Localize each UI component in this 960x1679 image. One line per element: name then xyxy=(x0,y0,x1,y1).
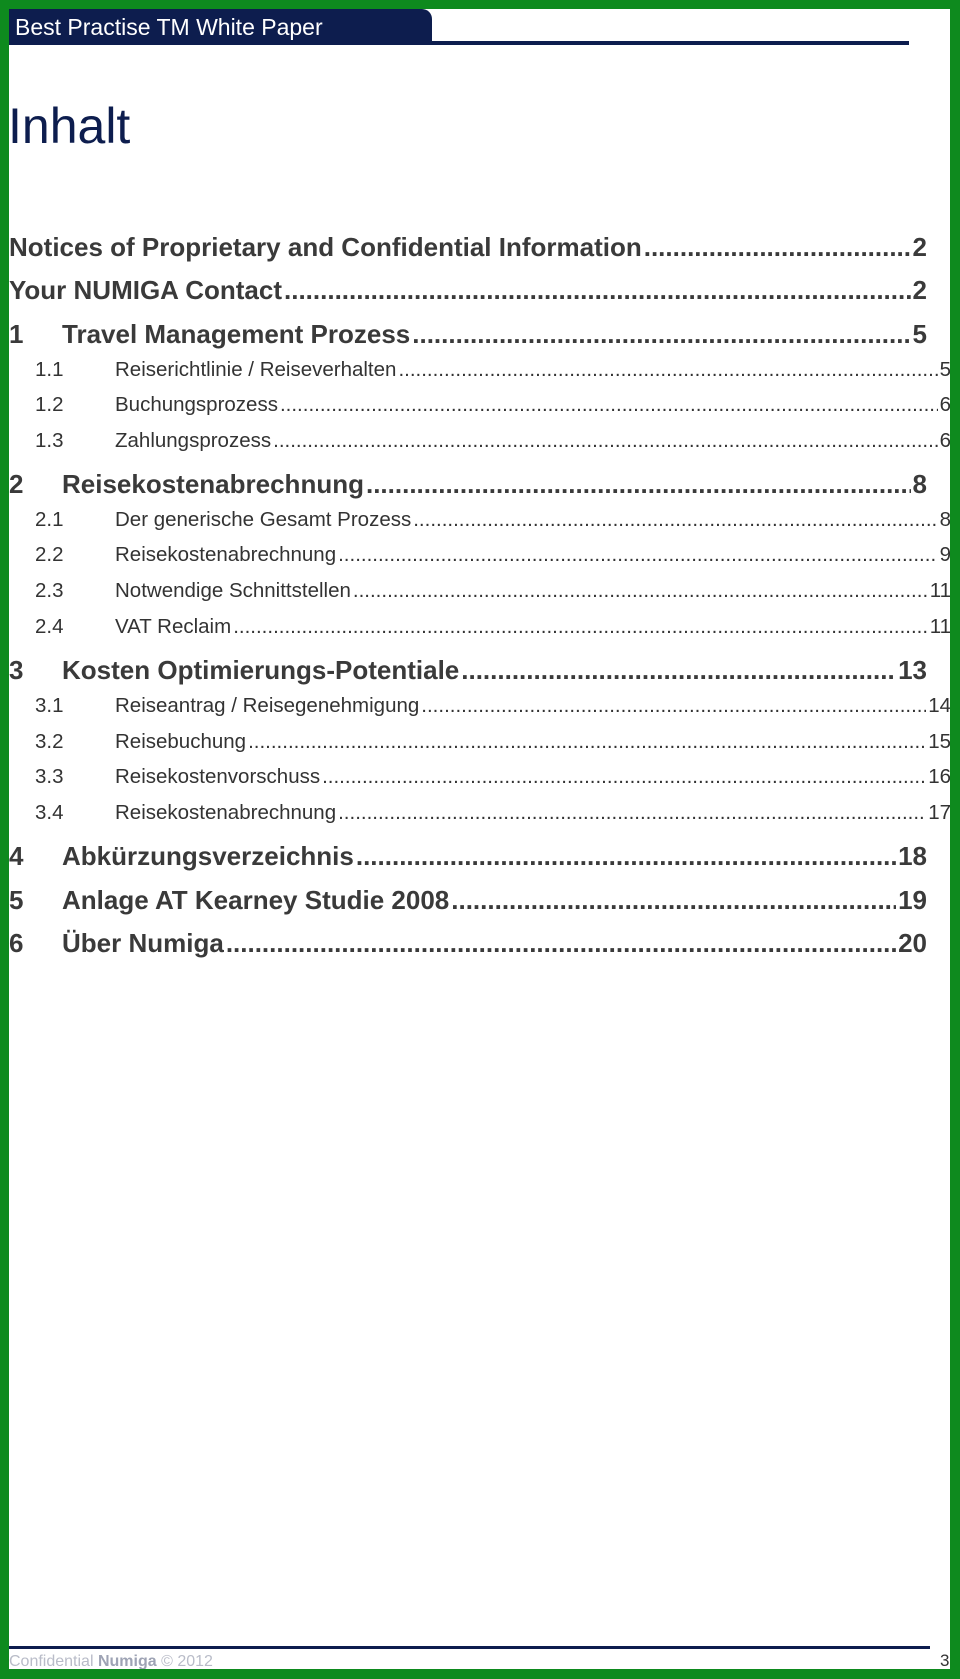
toc-entry-title: Buchungsprozess xyxy=(115,393,278,416)
toc-entry-title: Reiserichtlinie / Reiseverhalten xyxy=(115,358,397,381)
toc-entry-title: Reisekostenvorschuss xyxy=(115,765,321,788)
toc-entry-number: 1 xyxy=(9,319,24,349)
footer-copyright: © 2012 xyxy=(161,1653,213,1670)
toc-dot-leader xyxy=(284,275,911,306)
toc-entry-number: 3 xyxy=(9,655,24,685)
toc-entry-number: 2.4 xyxy=(35,615,64,638)
toc-entry-page: 19 xyxy=(898,885,927,915)
toc-entry-number: 2.2 xyxy=(35,543,64,566)
toc-entry-page: 14 xyxy=(928,694,951,717)
toc-entry-number: 3.2 xyxy=(35,730,64,753)
toc-entry[interactable] xyxy=(9,275,927,306)
toc-entry[interactable] xyxy=(9,469,927,500)
footer-company: Numiga xyxy=(97,1653,157,1670)
toc-entry-title: Zahlungsprozess xyxy=(115,429,272,452)
toc-entry-page: 2 xyxy=(912,232,927,262)
toc-entry-page: 15 xyxy=(928,730,951,753)
toc-entry-page: 8 xyxy=(912,469,927,499)
footer-confidential: Confidential xyxy=(9,1653,94,1670)
toc-entry[interactable] xyxy=(9,655,927,686)
toc-entry-number: 2.3 xyxy=(35,579,64,602)
toc-entry[interactable] xyxy=(9,579,951,603)
toc-dot-leader xyxy=(421,694,926,718)
toc-dot-leader xyxy=(338,543,937,567)
toc-dot-leader xyxy=(248,730,926,754)
document-header-title: Best Practise TM White Paper xyxy=(15,14,323,40)
toc-entry-title: Notwendige Schnittstellen xyxy=(115,579,351,602)
document-header xyxy=(9,9,432,43)
toc-dot-leader xyxy=(398,358,937,382)
toc-entry[interactable] xyxy=(9,694,951,718)
toc-entry[interactable] xyxy=(9,615,951,639)
toc-entry-number: 1.2 xyxy=(35,393,64,416)
toc-entry-title: Reisekostenabrechnung xyxy=(62,469,364,499)
toc-entry[interactable] xyxy=(9,232,927,263)
toc-entry-page: 5 xyxy=(912,319,927,349)
toc-entry[interactable] xyxy=(9,885,927,916)
toc-entry[interactable] xyxy=(9,508,951,532)
toc-dot-leader xyxy=(451,885,896,916)
toc-entry-number: 6 xyxy=(9,928,24,958)
toc-entry-page: 8 xyxy=(939,508,951,531)
toc-dot-leader xyxy=(461,655,896,686)
toc-entry-page: 11 xyxy=(929,615,951,638)
toc-entry-number: 4 xyxy=(9,841,24,871)
toc-entry-title: Anlage AT Kearney Studie 2008 xyxy=(62,885,450,915)
toc-entry-number: 2 xyxy=(9,469,24,499)
toc-dot-leader xyxy=(322,765,926,789)
toc-entry-title: Reiseantrag / Reisegenehmigung xyxy=(115,694,420,717)
toc-entry-title: Der generische Gesamt Prozess xyxy=(115,508,412,531)
toc-entry-number: 2.1 xyxy=(35,508,64,531)
toc-entry-number: 3.3 xyxy=(35,765,64,788)
toc-entry-number: 3.4 xyxy=(35,801,64,824)
toc-entry-title: Abkürzungsverzeichnis xyxy=(62,841,354,871)
toc-entry-title: Reisekostenabrechnung xyxy=(115,543,337,566)
toc-entry-page: 11 xyxy=(929,579,951,602)
toc-entry-page: 6 xyxy=(939,393,951,416)
toc-entry[interactable] xyxy=(9,928,927,959)
toc-entry-number: 5 xyxy=(9,885,24,915)
toc-dot-leader xyxy=(273,429,937,453)
toc-entry-number: 3.1 xyxy=(35,694,64,717)
toc-entry-title: Über Numiga xyxy=(62,928,224,958)
toc-entry-page: 20 xyxy=(898,928,927,958)
toc-entry-page: 6 xyxy=(939,429,951,452)
toc-entry-page: 5 xyxy=(939,358,951,381)
toc-entry-title: Notices of Proprietary and Confidential Information xyxy=(9,232,642,262)
toc-entry[interactable] xyxy=(9,801,951,825)
toc-entry[interactable] xyxy=(9,841,927,872)
toc-entry[interactable] xyxy=(9,765,951,789)
toc-entry-page: 16 xyxy=(928,765,951,788)
toc-entry-page: 18 xyxy=(898,841,927,871)
toc-entry-number: 1.3 xyxy=(35,429,64,452)
toc-entry-page: 2 xyxy=(912,275,927,305)
toc-dot-leader xyxy=(356,841,896,872)
toc-entry-page: 13 xyxy=(898,655,927,685)
toc-dot-leader xyxy=(280,393,938,417)
toc-dot-leader xyxy=(226,928,896,959)
toc-entry-title: Travel Management Prozess xyxy=(62,319,411,349)
page-number: 3 xyxy=(940,1651,950,1670)
toc-entry[interactable] xyxy=(9,730,951,754)
footer-rule xyxy=(9,1646,930,1649)
toc-entry[interactable] xyxy=(9,543,951,567)
toc-entry-title: VAT Reclaim xyxy=(115,615,232,638)
toc-entry[interactable] xyxy=(9,393,951,417)
toc-entry-page: 9 xyxy=(939,543,951,566)
toc-entry-number: 1.1 xyxy=(35,358,64,381)
toc-entry[interactable] xyxy=(9,358,951,382)
toc-dot-leader xyxy=(644,232,911,263)
toc-entry-title: Your NUMIGA Contact xyxy=(9,275,282,305)
toc-dot-leader xyxy=(366,469,911,500)
toc-dot-leader xyxy=(413,508,937,532)
footer-text xyxy=(9,1653,213,1671)
toc-dot-leader xyxy=(338,801,926,825)
toc-entry[interactable] xyxy=(9,429,951,453)
toc-dot-leader xyxy=(353,579,928,603)
toc-entry[interactable] xyxy=(9,319,927,350)
page-title: Inhalt xyxy=(8,98,131,154)
toc-entry-title: Kosten Optimierungs-Potentiale xyxy=(62,655,460,685)
toc-dot-leader xyxy=(412,319,910,350)
header-rule xyxy=(9,41,909,45)
toc-entry-title: Reisebuchung xyxy=(115,730,247,753)
toc-entry-title: Reisekostenabrechnung xyxy=(115,801,337,824)
toc-dot-leader xyxy=(233,615,928,639)
toc-entry-page: 17 xyxy=(928,801,951,824)
